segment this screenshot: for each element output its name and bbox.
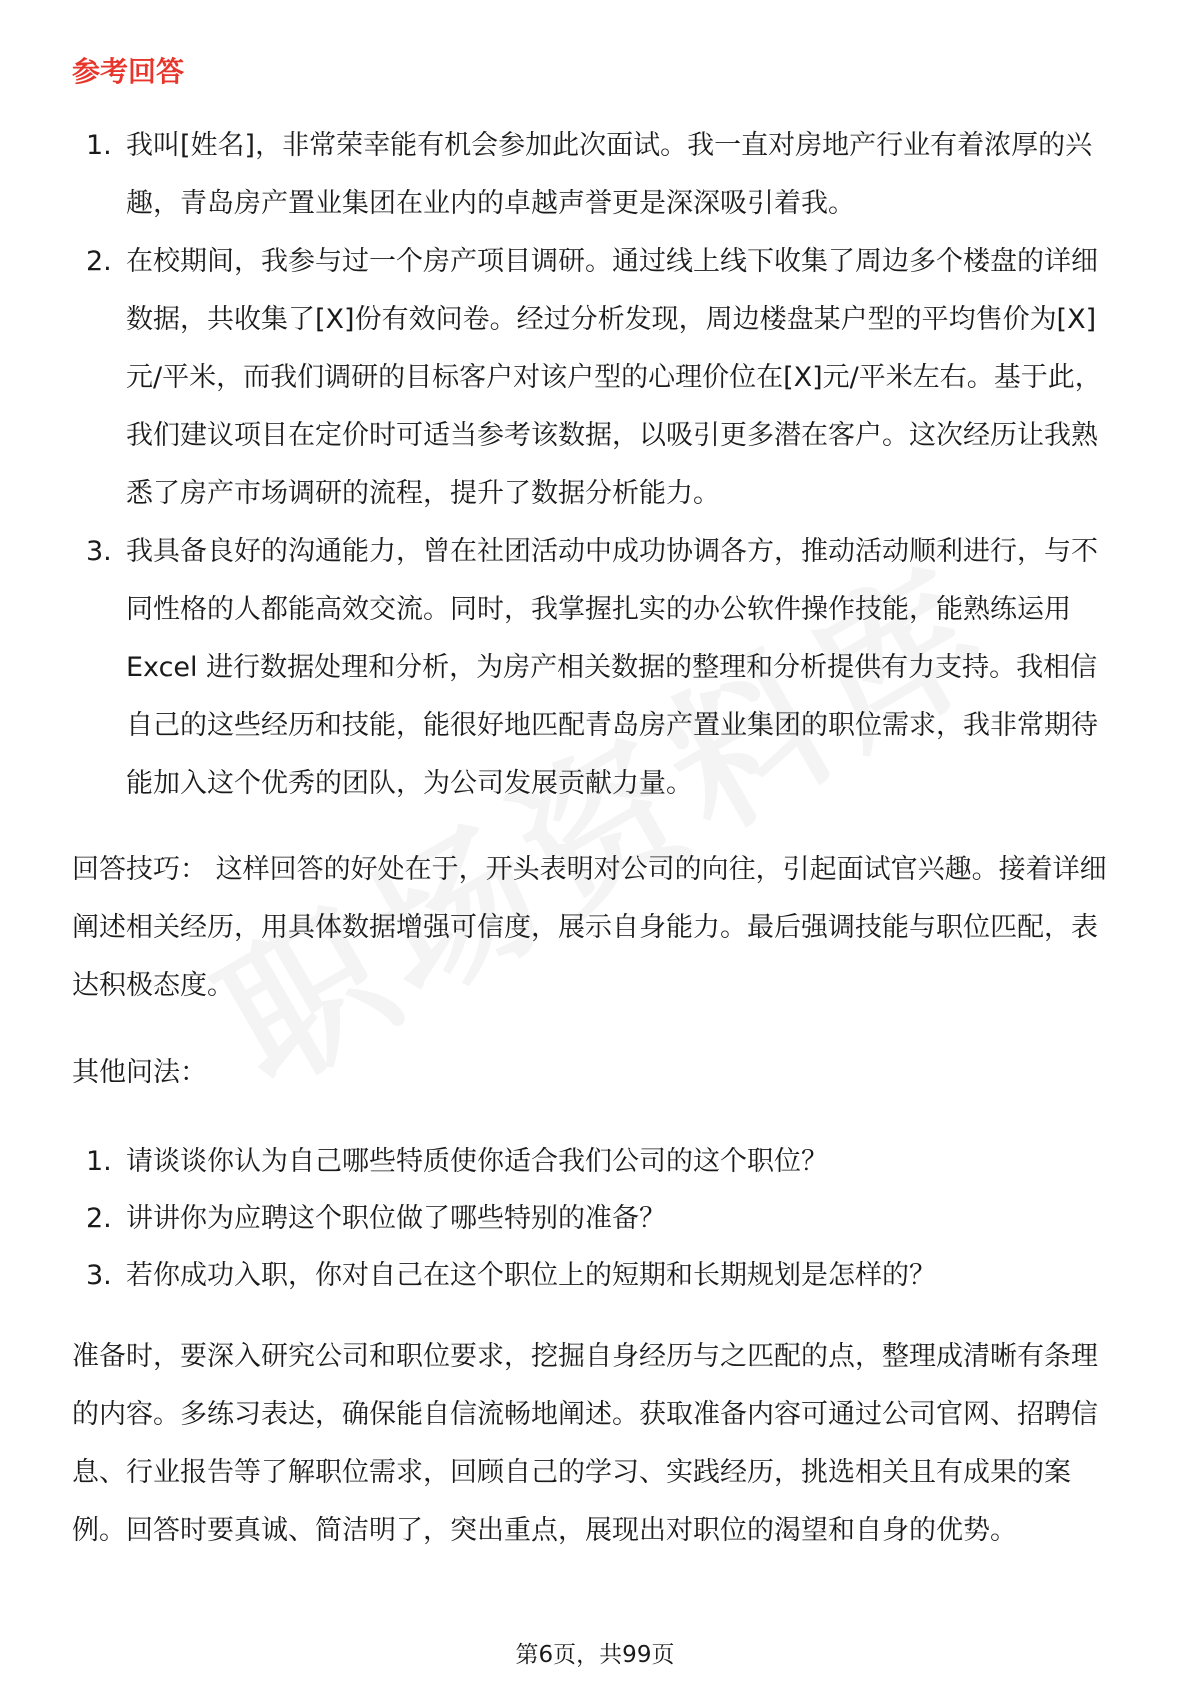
- list-item: [72, 523, 1122, 813]
- list-item-text: 请谈谈你认为自己哪些特质使你适合我们公司的这个职位？: [126, 1146, 828, 1177]
- answer-tips: 回答技巧： 这样回答的好处在于，开头表明对公司的向往，引起面试官兴趣。接着详细阐述相关经历，用具体数据增强可信度，展示自身能力。最后强调技能与职位匹配，表达积极态度。: [72, 854, 1107, 1001]
- list-item: [72, 1133, 1122, 1190]
- preparation-advice: 准备时，要深入研究公司和职位要求，挖掘自身经历与之匹配的点，整理成清晰有条理的内容。多练习表达，确保能自信流畅地阐述。获取准备内容可通过公司官网、招聘信息、行业报告等了解职位需求，回顾自己的学习、实践经历，挑选相关且有成果的案例。回答时要真诚、简洁明了，突出重点，展现出对职位的渴望和自身的优势。: [72, 1341, 1098, 1546]
- list-item-text: 我叫[姓名]，非常荣幸能有机会参加此次面试。我一直对房地产行业有着浓厚的兴趣，青岛房产置业集团在业内的卓越声誉更是深深吸引着我。: [126, 130, 1093, 219]
- list-item: [72, 1247, 1122, 1304]
- list-number: 2.: [86, 1203, 112, 1234]
- answer-list: [72, 117, 1122, 813]
- other-questions-title: 其他问法：: [72, 1057, 207, 1088]
- list-number: 2.: [86, 246, 112, 277]
- page-number: 第6页，共99页: [515, 1642, 675, 1668]
- list-item-text: 讲讲你为应聘这个职位做了哪些特别的准备？: [126, 1203, 666, 1234]
- list-item: [72, 233, 1122, 523]
- list-item: [72, 117, 1122, 233]
- list-number: 3.: [86, 1260, 112, 1291]
- list-item-text: 我具备良好的沟通能力，曾在社团活动中成功协调各方，推动活动顺利进行，与不同性格的人都能高效交流。同时，我掌握扎实的办公软件操作技能，能熟练运用 Excel 进行数据处理和分析，为房产相关数据的整理和分析提供有力支持。我相信自己的这些经历和技能，能很好地匹配青岛房产置业集团的职位需求，我非常期待能加入这个优秀的团队，为公司发展贡献力量。: [126, 536, 1098, 799]
- list-number: 3.: [86, 536, 112, 567]
- list-item-text: 在校期间，我参与过一个房产项目调研。通过线上线下收集了周边多个楼盘的详细数据，共收集了[X]份有效问卷。经过分析发现，周边楼盘某户型的平均售价为[X]元/平米，而我们调研的目标客户对该户型的心理价位在[X]元/平米左右。基于此，我们建议项目在定价时可适当参考该数据，以吸引更多潜在客户。这次经历让我熟悉了房产市场调研的流程，提升了数据分析能力。: [126, 246, 1102, 509]
- section-title: 参考回答: [72, 55, 185, 88]
- other-questions-list: [72, 1133, 1122, 1304]
- list-number: 1.: [86, 130, 112, 161]
- list-number: 1.: [86, 1146, 112, 1177]
- list-item: [72, 1190, 1122, 1247]
- list-item-text: 若你成功入职，你对自己在这个职位上的短期和长期规划是怎样的？: [126, 1260, 936, 1291]
